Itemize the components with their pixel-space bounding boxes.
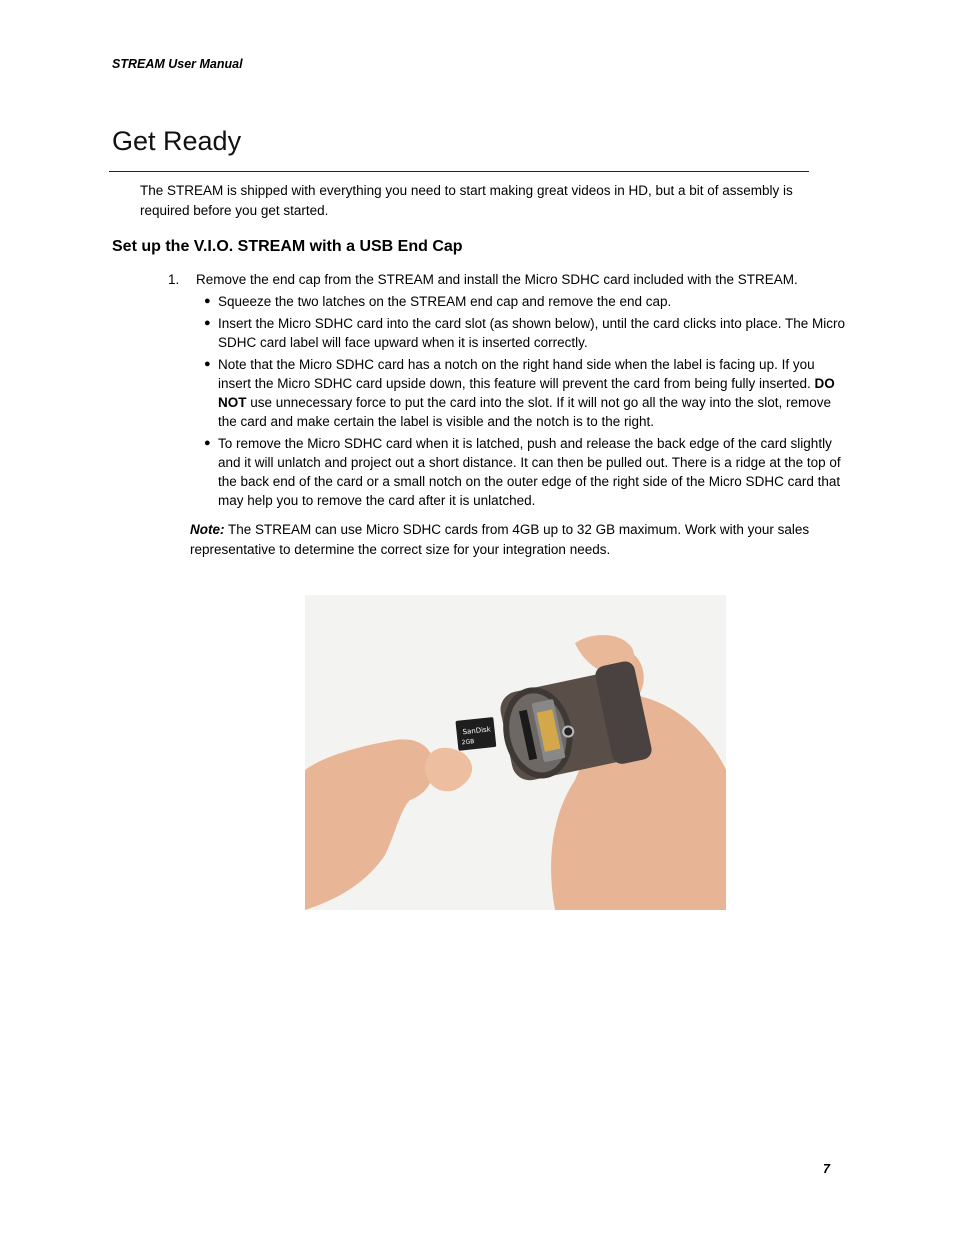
step-number: 1.: [168, 272, 180, 287]
note-paragraph: [190, 520, 840, 559]
bullet-icon: ●: [204, 295, 211, 307]
instruction-bullets: [204, 292, 846, 513]
list-item: [204, 355, 846, 431]
bullet-icon: ●: [204, 358, 211, 370]
photo-illustration: [305, 595, 726, 910]
section-heading: Set up the V.I.O. STREAM with a USB End Cap: [112, 238, 463, 255]
list-item: [204, 434, 846, 510]
page-number: 7: [823, 1162, 830, 1176]
bullet-text: To remove the Micro SDHC card when it is latched, push and release the back edge of the card slightly and it will unlatch and project out a short distance. It can then be pulled out. There is a ridge at the top of the back end of the card or a small notch on the outer edge of the right side of the Micro SDHC card that may help you to remove the card after it is unlatched.: [218, 436, 841, 508]
intro-paragraph: The STREAM is shipped with everything you need to start making great videos in HD, but a bit of assembly is required before you get started.: [140, 183, 793, 218]
bullet-text-part: Note that the Micro SDHC card has a notch on the right hand side when the label is facing up. If you insert the Micro SDHC card upside down, this feature will prevent the card from being fully inserted.: [218, 357, 815, 391]
list-item: [204, 314, 846, 352]
bullet-text: Insert the Micro SDHC card into the card slot (as shown below), until the card clicks into place. The Micro SDHC card label will face upward when it is inserted correctly.: [218, 316, 846, 350]
bullet-text-part: use unnecessary force to put the card into the slot. If it will not go all the way into the slot, remove the card and make certain the label is visible and the notch is to the right.: [218, 395, 832, 429]
bullet-text: Squeeze the two latches on the STREAM end cap and remove the end cap.: [218, 294, 672, 309]
card-brand: SanDisk: [462, 725, 492, 737]
list-item: [204, 292, 846, 311]
note-text: The STREAM can use Micro SDHC cards from 4GB up to 32 GB maximum. Work with your sales representative to determine the correct size for your integration needs.: [190, 522, 810, 557]
title-divider: [109, 171, 809, 172]
page-title: Get Ready: [112, 126, 242, 156]
sd-card-insertion-photo: [305, 595, 726, 910]
bullet-icon: ●: [204, 437, 211, 449]
running-header: STREAM User Manual: [112, 57, 243, 71]
bullet-icon: ●: [204, 317, 211, 329]
step-text: Remove the end cap from the STREAM and install the Micro SDHC card included with the STREAM.: [196, 272, 798, 287]
note-label: Note:: [190, 522, 225, 537]
card-capacity: 2GB: [461, 738, 475, 747]
numbered-step: [168, 270, 848, 289]
bullet-emphasis: DO NOT: [218, 376, 835, 410]
